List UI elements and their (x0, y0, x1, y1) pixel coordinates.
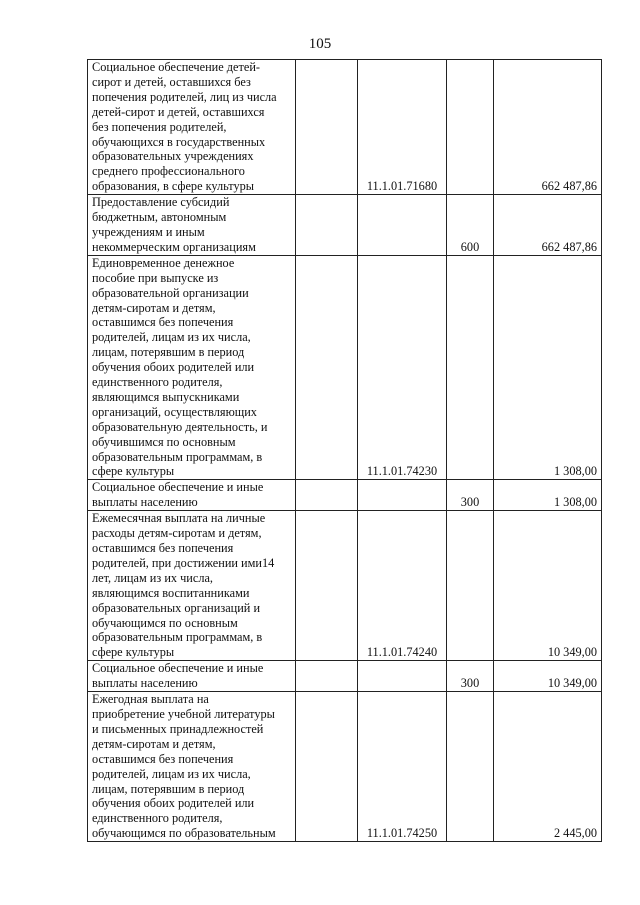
description-line: сфере культуры (92, 645, 175, 660)
description-line: Социальное обеспечение и иные (92, 480, 264, 495)
table-row (88, 60, 602, 195)
description-line: Предоставление субсидий (92, 195, 230, 210)
description-line: обучающимся по образовательным (92, 826, 276, 841)
description-line: образовательной организации (92, 285, 249, 300)
row-description (88, 195, 296, 256)
description-line: выплаты населению (92, 676, 198, 691)
amount: 1 308,00 (494, 255, 602, 480)
budget-table (87, 59, 602, 842)
description-line: попечения родителей, лиц из числа (92, 89, 277, 104)
description-line: бюджетным, автономным (92, 210, 227, 225)
description-line: образования, в сфере культуры (92, 179, 255, 194)
description-line: детям-сиротам и детям, (92, 300, 216, 315)
description-line: образовательную деятельность, и (92, 419, 268, 434)
amount: 662 487,86 (494, 195, 602, 256)
budget-table-body (88, 60, 602, 842)
description-line: учреждениям и иным (92, 224, 205, 239)
description-line: детей-сирот и детей, оставшихся (92, 104, 265, 119)
expense-type-code (447, 511, 494, 661)
description-line: лет, лицам из их числа, (92, 570, 214, 585)
table-row (88, 511, 602, 661)
description-line: обучившимся по основным (92, 434, 236, 449)
description-line: являющимся выпускниками (92, 389, 240, 404)
budget-code: 11.1.01.74250 (358, 692, 447, 842)
description-line: родителей, лицам из их числа, (92, 766, 251, 781)
description-line: обучения обоих родителей или (92, 796, 255, 811)
amount: 2 445,00 (494, 692, 602, 842)
empty-cell (296, 60, 358, 195)
description-line: Ежемесячная выплата на личные (92, 511, 266, 526)
description-line: некоммерческим организациям (92, 239, 256, 254)
row-description (88, 692, 296, 842)
description-line: пособие при выпуске из (92, 270, 219, 285)
expense-type-code (447, 60, 494, 195)
description-line: оставшимся без попечения (92, 541, 234, 555)
description-line: лицам, потерявшим в период (92, 345, 245, 360)
budget-code: 11.1.01.74240 (358, 511, 447, 661)
description-line: являющимся воспитанниками (92, 585, 250, 600)
empty-cell (296, 692, 358, 842)
description-line: без попечения родителей, (92, 119, 227, 134)
description-line: родителей, при достижении ими14 (92, 555, 275, 570)
empty-cell (296, 480, 358, 511)
table-row (88, 661, 602, 692)
table-row (88, 255, 602, 480)
description-line: образовательных учреждениях (92, 149, 254, 164)
description-line: единственного родителя, (92, 811, 223, 826)
description-line: сфере культуры (92, 464, 175, 479)
row-description (88, 661, 296, 692)
row-description (88, 480, 296, 511)
row-description (88, 255, 296, 480)
budget-code (358, 195, 447, 256)
description-line: приобретение учебной литературы (92, 706, 275, 721)
description-line: Ежегодная выплата на (92, 692, 209, 707)
empty-cell (296, 661, 358, 692)
description-line: обучающихся в государственных (92, 134, 266, 149)
description-line: Единовременное денежное (92, 255, 235, 270)
description-line: среднего профессионального (92, 164, 245, 179)
description-line: лицам, потерявшим в период (92, 781, 245, 796)
description-line: Социальное обеспечение и иные (92, 661, 264, 676)
description-line: образовательным программам, в (92, 449, 263, 464)
amount: 10 349,00 (494, 661, 602, 692)
description-line: организаций, осуществляющих (92, 404, 257, 419)
amount: 1 308,00 (494, 480, 602, 511)
empty-cell (296, 255, 358, 480)
description-line: выплаты населению (92, 495, 198, 510)
budget-code: 11.1.01.71680 (358, 60, 447, 195)
page-number: 105 (308, 36, 332, 52)
description-line: и письменных принадлежностей (92, 721, 264, 736)
expense-type-code: 300 (447, 661, 494, 692)
row-description (88, 511, 296, 661)
description-line: оставшимся без попечения (92, 751, 234, 766)
description-line: единственного родителя, (92, 375, 223, 390)
description-line: обучающимся по основным (92, 615, 238, 630)
description-line: Социальное обеспечение детей- (92, 60, 260, 74)
expense-type-code (447, 692, 494, 842)
description-line: родителей, лицам из их числа, (92, 330, 251, 345)
description-line: оставшимся без попечения (92, 315, 234, 330)
budget-code (358, 480, 447, 511)
budget-code: 11.1.01.74230 (358, 255, 447, 480)
description-line: обучения обоих родителей или (92, 360, 255, 375)
budget-code (358, 661, 447, 692)
description-line: образовательным программам, в (92, 630, 263, 645)
expense-type-code: 300 (447, 480, 494, 511)
row-description (88, 60, 296, 195)
table-row (88, 480, 602, 511)
expense-type-code (447, 255, 494, 480)
empty-cell (296, 195, 358, 256)
description-line: образовательных организаций и (92, 600, 261, 615)
description-line: детям-сиротам и детям, (92, 736, 216, 751)
amount: 10 349,00 (494, 511, 602, 661)
amount: 662 487,86 (494, 60, 602, 195)
description-line: сирот и детей, оставшихся без (92, 74, 251, 89)
table-row (88, 692, 602, 842)
table-row (88, 195, 602, 256)
description-line: расходы детям-сиротам и детям, (92, 526, 262, 541)
empty-cell (296, 511, 358, 661)
expense-type-code: 600 (447, 195, 494, 256)
